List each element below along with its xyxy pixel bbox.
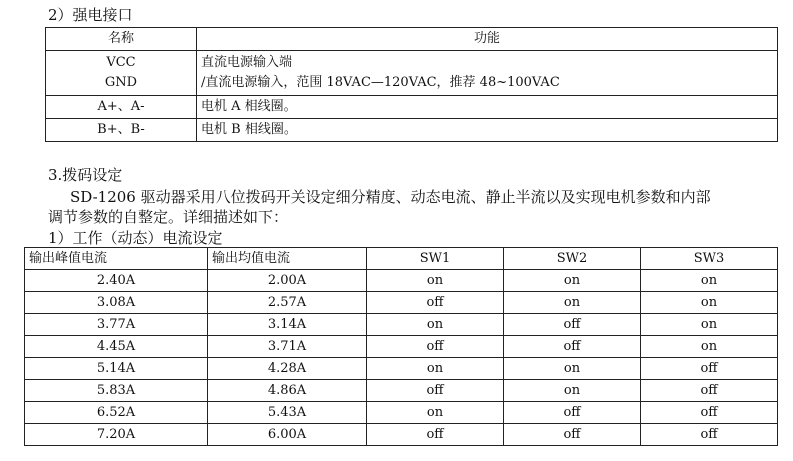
table-row	[25, 424, 778, 446]
current-table-body	[25, 270, 778, 446]
table-row	[25, 292, 778, 314]
description-paragraph-line-1: SD-1206 驱动器采用八位拨码开关设定细分精度、动态电流、静止半流以及实现电机参数和内部	[70, 188, 711, 206]
table-row	[25, 314, 778, 336]
sw2-cell: on	[504, 358, 641, 380]
sw3-cell: off	[641, 358, 778, 380]
header-peak-current: 输出峰值电流	[25, 248, 208, 270]
sw3-cell: off	[641, 424, 778, 446]
terminal-function: /直流电源输入，范围 18VAC—120VAC，推荐 48~100VAC	[201, 75, 560, 90]
peak-current-cell: 5.14A	[25, 358, 208, 380]
sw3-cell: on	[641, 270, 778, 292]
table-row	[46, 119, 778, 142]
terminal-function: 电机 A 相线圈。	[197, 96, 778, 119]
sw2-cell: on	[504, 292, 641, 314]
average-current-cell: 5.43A	[208, 402, 367, 424]
sw1-cell: on	[367, 358, 504, 380]
table-row	[46, 96, 778, 119]
description-paragraph-line-2: 调节参数的自整定。详细描述如下：	[48, 208, 289, 226]
peak-current-cell: 5.83A	[25, 380, 208, 402]
current-setting-subheading: 1）工作（动态）电流设定	[48, 229, 223, 247]
terminal-name: GND	[104, 75, 138, 90]
sw2-cell: off	[504, 402, 641, 424]
average-current-cell: 4.28A	[208, 358, 367, 380]
average-current-cell: 6.00A	[208, 424, 367, 446]
section-3-heading: 3.拨码设定	[48, 166, 123, 184]
sw3-cell: on	[641, 314, 778, 336]
sw1-cell: off	[367, 424, 504, 446]
table-row	[25, 358, 778, 380]
table-header-row	[25, 248, 778, 270]
average-current-cell: 2.00A	[208, 270, 367, 292]
header-sw3: SW3	[641, 248, 778, 270]
table-row	[25, 270, 778, 292]
terminal-name-cell	[46, 51, 197, 96]
header-function: 功能	[197, 28, 778, 51]
table-row	[25, 380, 778, 402]
sw2-cell: off	[504, 336, 641, 358]
sw2-cell: on	[504, 270, 641, 292]
sw3-cell: on	[641, 292, 778, 314]
sw1-cell: off	[367, 292, 504, 314]
terminal-function: 电机 B 相线圈。	[197, 119, 778, 142]
peak-current-cell: 7.20A	[25, 424, 208, 446]
sw2-cell: off	[504, 314, 641, 336]
sw2-cell: off	[504, 424, 641, 446]
sw1-cell: off	[367, 336, 504, 358]
header-sw2: SW2	[504, 248, 641, 270]
sw3-cell: on	[641, 336, 778, 358]
terminal-function: 直流电源输入端	[201, 55, 293, 70]
table-row	[25, 336, 778, 358]
terminal-name: B+、B-	[46, 119, 197, 142]
average-current-cell: 3.71A	[208, 336, 367, 358]
terminal-function-cell	[197, 51, 778, 96]
sw2-cell: on	[504, 380, 641, 402]
header-sw1: SW1	[367, 248, 504, 270]
average-current-cell: 3.14A	[208, 314, 367, 336]
table-row	[25, 402, 778, 424]
header-name: 名称	[46, 28, 197, 51]
peak-current-cell: 6.52A	[25, 402, 208, 424]
peak-current-cell: 3.08A	[25, 292, 208, 314]
header-average-current: 输出均值电流	[208, 248, 367, 270]
section-2-heading: 2）强电接口	[48, 6, 133, 24]
sw3-cell: off	[641, 402, 778, 424]
table-header-row	[46, 28, 778, 51]
current-setting-table	[24, 247, 778, 446]
terminal-name: A+、A-	[46, 96, 197, 119]
average-current-cell: 4.86A	[208, 380, 367, 402]
sw3-cell: off	[641, 380, 778, 402]
peak-current-cell: 2.40A	[25, 270, 208, 292]
sw1-cell: off	[367, 380, 504, 402]
table-row	[46, 51, 778, 96]
sw1-cell: on	[367, 402, 504, 424]
average-current-cell: 2.57A	[208, 292, 367, 314]
sw1-cell: on	[367, 270, 504, 292]
sw1-cell: on	[367, 314, 504, 336]
peak-current-cell: 3.77A	[25, 314, 208, 336]
terminal-name: VCC	[106, 55, 136, 70]
peak-current-cell: 4.45A	[25, 336, 208, 358]
power-interface-table	[45, 27, 778, 142]
